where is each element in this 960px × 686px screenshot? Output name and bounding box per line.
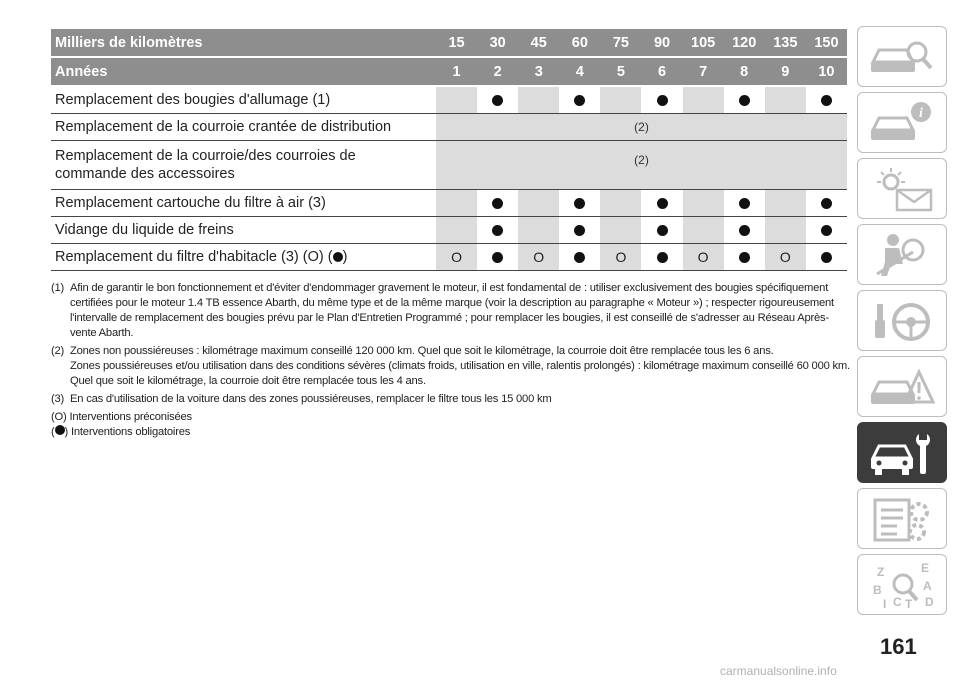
mandatory-dot-icon <box>492 198 503 209</box>
header-km-cell: 135 <box>765 29 806 57</box>
interval-cell <box>641 244 682 271</box>
mandatory-dot-icon <box>657 252 668 263</box>
warning-lights-icon <box>867 164 937 214</box>
interval-cell <box>806 190 847 217</box>
interval-cell <box>765 190 806 217</box>
row-label <box>51 141 436 190</box>
header-year-cell: 6 <box>641 57 682 86</box>
footnote-2 <box>51 344 851 389</box>
table-row <box>51 86 847 114</box>
mandatory-dot-icon <box>739 252 750 263</box>
interval-cell <box>765 86 806 114</box>
index-letter: I <box>883 596 887 610</box>
maintenance-table <box>51 29 847 271</box>
mandatory-dot-icon <box>574 225 585 236</box>
interval-cell <box>806 244 847 271</box>
footnote-number: (2) <box>51 345 65 357</box>
row-label-text: Remplacement du filtre d'habitacle (3) (O) ( <box>55 249 333 265</box>
header-km-cell: 30 <box>477 29 518 57</box>
recommended-circle-mark: O <box>779 249 791 266</box>
table-row <box>51 114 847 141</box>
interval-cell <box>724 217 765 244</box>
car-emergency-icon <box>867 362 937 412</box>
legend-paren: ( <box>51 426 55 438</box>
header-year-cell: 3 <box>518 57 559 86</box>
index-letter: C <box>893 594 902 609</box>
interval-cell <box>683 86 724 114</box>
table-row <box>51 190 847 217</box>
interval-cell <box>641 217 682 244</box>
header-year-cell: 5 <box>600 57 641 86</box>
mandatory-dot-icon <box>333 252 343 262</box>
index-icon <box>867 560 937 610</box>
header-km-cell: 150 <box>806 29 847 57</box>
footnote-text: Afin de garantir le bon fonctionnement et d'éviter d'endommager gravement le moteur, il est fondamental de : utiliser exclusivement des bougies spécifiquement certifiées pour le moteur 1.4 TB essence Abarth, du même type et de la même marque (voir la description au paragraphe « Moteur ») ; respecter rigoureusement l'intervalle de remplacement des bougies prévu par le Plan d'Entretien Programmé ; pour remplacer les bougies, il est conseillé de s'adresser au Réseau Après-vente Abarth. <box>70 282 834 339</box>
mandatory-dot-icon <box>55 425 65 435</box>
airbag-safety-icon <box>867 230 937 280</box>
mandatory-dot-icon <box>492 252 503 263</box>
footnote-text <box>70 344 851 389</box>
header-year-cell: 1 <box>436 57 477 86</box>
interval-cell <box>765 217 806 244</box>
header-year-cell: 10 <box>806 57 847 86</box>
interval-cell <box>724 190 765 217</box>
interval-cell <box>600 190 641 217</box>
mandatory-dot-icon <box>574 95 585 106</box>
watermark: carmanualsonline.info <box>720 664 837 678</box>
tab-car-info[interactable] <box>857 92 947 153</box>
interval-cell <box>436 190 477 217</box>
footnote-text: En cas d'utilisation de la voiture dans des zones poussiéreuses, remplacer le filtre tous les 15 000 km <box>70 393 552 405</box>
interval-cell <box>559 86 600 114</box>
interval-cell <box>600 244 641 271</box>
interval-cell <box>559 190 600 217</box>
row-label-line: Remplacement de la courroie/des courroies de <box>55 148 356 164</box>
interval-cell <box>806 217 847 244</box>
interval-cell <box>436 244 477 271</box>
header-year-cell: 2 <box>477 57 518 86</box>
interval-cell <box>518 190 559 217</box>
interval-cell <box>436 86 477 114</box>
row-label-line: commande des accessoires <box>55 166 235 182</box>
mandatory-dot-icon <box>574 252 585 263</box>
mandatory-dot-icon <box>739 95 750 106</box>
mandatory-dot-icon <box>821 95 832 106</box>
car-search-icon <box>867 32 937 82</box>
legend-recommended: (O) Interventions préconisées <box>51 411 192 423</box>
index-letter: A <box>923 578 932 593</box>
table-row <box>51 244 847 271</box>
interval-cell <box>436 217 477 244</box>
steering-wheel-icon <box>867 296 937 346</box>
mandatory-dot-icon <box>657 198 668 209</box>
header-years-label: Années <box>51 57 436 86</box>
interval-cell <box>724 244 765 271</box>
index-letter: Z <box>877 564 885 579</box>
index-letter: B <box>873 582 882 597</box>
header-km-cell: 75 <box>600 29 641 57</box>
tab-technical-data[interactable] <box>857 488 947 549</box>
mandatory-dot-icon <box>657 95 668 106</box>
tab-airbag-safety[interactable] <box>857 224 947 285</box>
interval-cell <box>518 217 559 244</box>
header-year-cell: 9 <box>765 57 806 86</box>
page-number: 161 <box>880 634 917 659</box>
mandatory-dot-icon <box>821 225 832 236</box>
interval-cell <box>477 217 518 244</box>
footnote-number: (3) <box>51 393 65 405</box>
interval-cell <box>641 86 682 114</box>
header-row-years <box>51 57 847 86</box>
row-label-suffix: ) <box>342 249 348 265</box>
mandatory-dot-icon <box>739 225 750 236</box>
header-year-cell: 4 <box>559 57 600 86</box>
interval-cell <box>477 244 518 271</box>
footnote-3 <box>51 392 851 407</box>
interval-cell <box>724 86 765 114</box>
interval-cell <box>477 190 518 217</box>
mandatory-dot-icon <box>739 198 750 209</box>
interval-cell <box>600 217 641 244</box>
mandatory-dot-icon <box>821 198 832 209</box>
legend-mandatory-text: ) Interventions obligatoires <box>64 426 191 438</box>
index-letter: D <box>925 594 934 609</box>
mandatory-dot-icon <box>821 252 832 263</box>
interval-cell <box>683 244 724 271</box>
mandatory-dot-icon <box>492 225 503 236</box>
header-row-km <box>51 29 847 57</box>
row-label: Vidange du liquide de freins <box>51 217 436 244</box>
mandatory-dot-icon <box>492 95 503 106</box>
interval-cell <box>559 217 600 244</box>
table-row <box>51 217 847 244</box>
index-letter: T <box>905 596 913 610</box>
row-label: Remplacement des bougies d'allumage (1) <box>51 86 436 114</box>
car-info-icon <box>867 98 937 148</box>
interval-cell <box>765 244 806 271</box>
car-maintenance-icon <box>867 428 937 478</box>
footnotes <box>51 281 851 440</box>
interval-cell <box>641 190 682 217</box>
recommended-circle-mark: O <box>697 249 709 266</box>
span-note-cell: (2) <box>436 141 847 190</box>
header-km-cell: 15 <box>436 29 477 57</box>
footnote-text-part: Zones non poussiéreuses : kilométrage maximum conseillé 120 000 km. Quel que soit le kilométrage, la courroie doit être remplacée tous les 6 ans. <box>70 345 774 357</box>
technical-data-icon <box>867 494 937 544</box>
tab-car-maintenance[interactable] <box>857 422 947 483</box>
header-km-cell: 105 <box>683 29 724 57</box>
recommended-circle-mark: O <box>451 249 462 266</box>
header-km-cell: 45 <box>518 29 559 57</box>
svg-text:i: i <box>919 105 923 121</box>
interval-cell <box>518 244 559 271</box>
row-label: Remplacement cartouche du filtre à air (3) <box>51 190 436 217</box>
header-km-cell: 120 <box>724 29 765 57</box>
mandatory-dot-icon <box>574 198 585 209</box>
interval-cell <box>518 86 559 114</box>
legend-mandatory <box>51 425 851 440</box>
mandatory-dot-icon <box>657 225 668 236</box>
interval-cell <box>600 86 641 114</box>
footnote-number: (1) <box>51 282 65 294</box>
tab-steering-wheel[interactable] <box>857 290 947 351</box>
interval-cell <box>477 86 518 114</box>
chapter-sidebar <box>857 26 949 620</box>
header-km-cell: 60 <box>559 29 600 57</box>
tab-car-emergency[interactable] <box>857 356 947 417</box>
tab-car-search[interactable] <box>857 26 947 87</box>
interval-cell <box>683 190 724 217</box>
interval-cell <box>806 86 847 114</box>
header-year-cell: 8 <box>724 57 765 86</box>
footnote-text-part: Zones poussiéreuses et/ou utilisation dans des conditions sévères (climats froids, utilisation en ville, ralentis prolongés) : kilométrage maximum conseillé 60 000 km. Quel que soit le kilométrage, la courroie doit être remplacée tous les 4 ans. <box>70 360 850 387</box>
tab-index[interactable] <box>857 554 947 615</box>
span-note-cell: (2) <box>436 114 847 141</box>
interval-cell <box>683 217 724 244</box>
header-km-cell: 90 <box>641 29 682 57</box>
table-row <box>51 141 847 190</box>
recommended-circle-mark: O <box>533 249 545 266</box>
interval-cell <box>559 244 600 271</box>
footnote-1 <box>51 281 851 341</box>
index-letter: E <box>921 560 930 575</box>
header-km-label: Milliers de kilomètres <box>51 29 436 57</box>
row-label <box>51 244 436 271</box>
header-year-cell: 7 <box>683 57 724 86</box>
tab-warning-lights[interactable] <box>857 158 947 219</box>
row-label: Remplacement de la courroie crantée de distribution <box>51 114 436 141</box>
recommended-circle-mark: O <box>615 249 627 266</box>
